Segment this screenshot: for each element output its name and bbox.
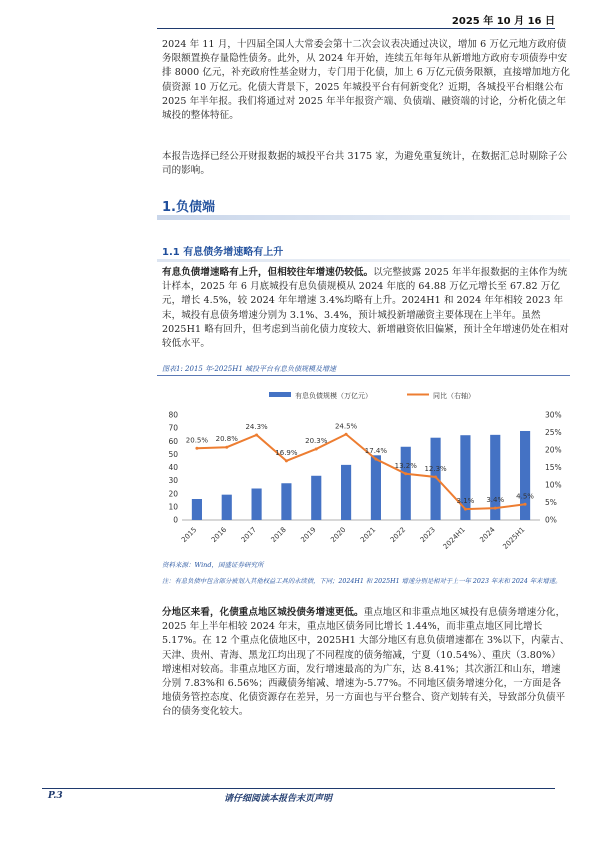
y-right-tick-label: 0%: [545, 515, 557, 525]
figure-caption: 图表1: 2015 年-2025H1 城投平台有息负债规模及增速: [162, 365, 337, 373]
figure-source: 资料来源：Wind，国盛证券研究所: [162, 561, 264, 569]
y-left-tick-label: 80: [168, 410, 178, 420]
debt-bar: [460, 435, 470, 520]
yoy-growth-point: [434, 475, 437, 478]
header-rule: [157, 28, 555, 29]
section-title-bar: [157, 215, 570, 220]
footer-rule: [42, 788, 555, 789]
y-right-tick-label: 20%: [545, 445, 562, 455]
yoy-growth-label: 24.3%: [245, 422, 268, 431]
x-tick-label: 2024: [478, 525, 497, 545]
yoy-growth-point: [255, 433, 258, 436]
yoy-growth-point: [195, 447, 198, 450]
y-left-tick-label: 20: [168, 489, 178, 499]
regional-paragraph: [162, 606, 570, 720]
x-tick-label: 2020: [329, 525, 348, 545]
legend-swatch-bar: [269, 392, 291, 397]
x-tick-label: 2016: [209, 525, 229, 545]
debt-bar: [520, 431, 530, 520]
chart-line: [195, 433, 526, 511]
yoy-growth-point: [524, 503, 527, 506]
y-left-tick-label: 0: [173, 515, 178, 525]
y-right-tick-label: 15%: [545, 463, 562, 472]
chart-legend: [269, 391, 475, 400]
intro-paragraph-2: 本报告选择已经公开财报数据的城投平台共 3175 家，为避免重复统计，在数据汇总时剔除子公司的影响。: [162, 151, 568, 177]
yoy-growth-label: 24.5%: [334, 422, 358, 431]
x-tick-label: 2022: [388, 525, 408, 545]
legend-label-bar: 有息负债规模（万亿元）: [295, 392, 372, 400]
yoy-growth-label: 20.8%: [215, 435, 238, 444]
y-left-tick-label: 50: [168, 449, 178, 459]
x-tick-label: 2021: [359, 525, 378, 545]
yoy-growth-point: [494, 507, 497, 510]
debt-bar: [401, 447, 411, 520]
subsection-title-bar: [157, 259, 570, 262]
yoy-growth-point: [404, 472, 407, 475]
yoy-growth-label: 20.5%: [185, 436, 209, 445]
regional-lead: 分地区来看，化债重点地区城投债务增速更低。: [162, 607, 364, 618]
y-right-tick-label: 30%: [545, 410, 562, 420]
debt-bar: [281, 483, 291, 520]
legend-label-line: 同比（右轴）: [433, 392, 475, 400]
x-tick-label: 2017: [239, 525, 258, 545]
x-tick-label: 2019: [299, 525, 318, 545]
debt-chart: [157, 380, 570, 558]
yoy-growth-label: 13.2%: [394, 461, 417, 470]
y-right-tick-label: 25%: [545, 428, 562, 437]
x-tick-label: 2015: [180, 525, 199, 545]
debt-bar: [222, 495, 232, 520]
x-tick-label: 2018: [269, 525, 288, 545]
yoy-growth-line: [197, 434, 525, 509]
chart-axes: [168, 411, 561, 551]
yoy-growth-label: 20.3%: [305, 436, 328, 445]
yoy-growth-label: 3.1%: [456, 497, 475, 506]
page-number: P.3: [48, 791, 63, 801]
yoy-growth-point: [225, 446, 228, 449]
debt-bar: [431, 438, 441, 520]
debt-bar: [252, 489, 262, 521]
debt-bar: [371, 455, 381, 520]
yoy-growth-label: 16.9%: [275, 448, 298, 457]
yoy-growth-point: [374, 458, 377, 461]
y-right-tick-label: 5%: [545, 498, 557, 507]
x-tick-label: 2024H1: [441, 525, 467, 551]
yoy-growth-point: [345, 433, 348, 436]
debt-growth-lead: 有息负债增速略有上升，但相较往年增速仍较低。: [162, 267, 374, 278]
yoy-growth-label: 17.4%: [364, 447, 388, 456]
subsection-title-debt-growth: 1.1 有息债务增速略有上升: [162, 247, 284, 258]
debt-growth-paragraph: [162, 266, 570, 351]
y-left-tick-label: 70: [168, 423, 178, 433]
footer-disclaimer: 请仔细阅读本报告末页声明: [224, 794, 333, 804]
y-left-tick-label: 30: [168, 476, 178, 486]
regional-body: 重点地区和非重点地区城投有息债务增速分化，2025 年上半年相较 2024 年末，重点地区债务同比增长 1.44%，而非重点地区同比增长 5.17%。在 12 个重点化债地区中，2025H1 大部分地区有息负债增速都在 3%以下，内蒙古、天津、贵州、青海、黑龙江均出现了不同程度的债务缩减，宁夏（10.54%）、重庆（3.80%）增速相对较高。非重点地区方面，发行增速最高的为广东，达 8.41%；其次浙江和山东，增速分别 7.83%和 6.56%；西藏债务缩减、增速为-5.77%。不同地区债务增速分化，一方面是各地债务管控态度、化债资源存在差异，另一方面也与平台整合、资产划转有关，导致部分负债平台的债务变化较大。: [162, 607, 570, 718]
y-left-tick-label: 40: [168, 463, 178, 472]
debt-bar: [192, 499, 202, 520]
debt-bar: [311, 476, 321, 520]
y-right-tick-label: 10%: [545, 480, 562, 490]
intro-paragraph-1: 2024 年 11 月，十四届全国人大常委会第十二次会议表决通过决议，增加 6 万亿元地方政府债务限额置换存量隐性债务。此外，从 2024 年开始，连续五年每年从新增地方政府专项债券中安排 8000 亿元，补充政府性基金财力，专门用于化债，加上 6 万亿元债务限额，直接增加地方化债资源 10 万亿元。化债大背景下，2025 年城投平台有何新变化？近期，各城投平台相继公布 2025 年半年报。我们将通过对 2025 年半年报资产端、负债端、融资端的讨论，分析化债之年城投的整体特征。: [162, 39, 571, 122]
figure-note: 注：有息负债中包含部分被划入其他权益工具的永续债，下同；2024H1 和 2025H1 增速分别是相对于上一年 2023 年末和 2024 年末增速。: [162, 578, 562, 585]
debt-bar: [341, 465, 351, 520]
y-left-tick-label: 60: [168, 436, 178, 446]
report-date: 2025 年 10 月 16 日: [451, 16, 555, 27]
yoy-growth-label: 4.5%: [516, 492, 534, 501]
chart-data-labels: [186, 422, 535, 505]
section-title-liabilities: 1.负债端: [162, 200, 215, 215]
chart-bars: [192, 431, 530, 520]
yoy-growth-point: [315, 447, 318, 450]
yoy-growth-point: [464, 508, 467, 511]
yoy-growth-label: 12.3%: [424, 464, 447, 473]
debt-growth-body: 以完整披露 2025 年半年报数据的主体作为统计样本，2025 年 6 月底城投有息负债规模从 2024 年底的 64.88 万亿元增长至 67.82 万亿元，增长 4.5%，较 2024 年年增速 3.4%均略有上升。2024H1 和 2024 年年相较 2023 年末，城投有息债务增速分别为 3.1%、3.4%，预计城投新增融资主要体现在上半年。虽然 2025H1 略有回升，但考虑到当前化债力度较大、新增融资依旧偏紧，预计全年增速仍处在相对较低水平。: [162, 267, 570, 350]
x-tick-label: 2025H1: [501, 525, 527, 551]
x-tick-label: 2023: [418, 525, 437, 545]
yoy-growth-label: 3.4%: [486, 496, 505, 505]
y-left-tick-label: 10: [168, 502, 178, 512]
yoy-growth-point: [285, 459, 288, 462]
figure-caption-rule: [157, 375, 570, 376]
